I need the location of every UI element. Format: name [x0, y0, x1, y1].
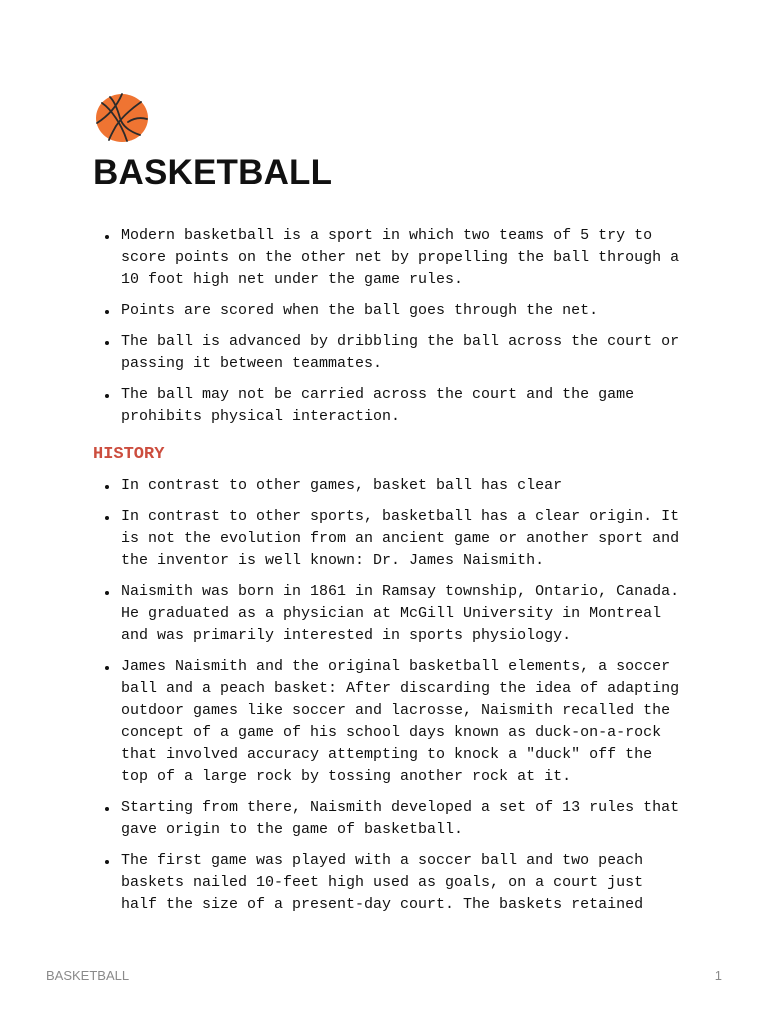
list-item: Modern basketball is a sport in which two teams of 5 try to score points on the other net by propelling the ball through a 10 foot high net under the game rules.: [121, 225, 681, 291]
list-item: The ball is advanced by dribbling the ball across the court or passing it between teammates.: [121, 331, 681, 375]
list-item: In contrast to other sports, basketball has a clear origin. It is not the evolution from an ancient game or another sport and the inventor is well known: Dr. James Naismith.: [121, 506, 681, 572]
document-title: BASKETBALL: [93, 153, 333, 192]
list-item: The ball may not be carried across the court and the game prohibits physical interaction.: [121, 384, 681, 428]
history-list: [121, 475, 681, 925]
list-item: Naismith was born in 1861 in Ramsay township, Ontario, Canada. He graduated as a physician at McGill University in Montreal and was primarily interested in sports physiology.: [121, 581, 681, 647]
list-item: In contrast to other games, basket ball has clear: [121, 475, 681, 497]
list-item: The first game was played with a soccer ball and two peach baskets nailed 10-feet high used as goals, on a court just half the size of a present-day court. The baskets retained: [121, 850, 681, 916]
page-number: 1: [714, 968, 722, 983]
list-item: Points are scored when the ball goes through the net.: [121, 300, 681, 322]
intro-list: [121, 225, 681, 437]
history-heading: HISTORY: [93, 445, 165, 464]
basketball-icon: [94, 92, 150, 144]
footer-title: BASKETBALL: [46, 968, 130, 983]
list-item: James Naismith and the original basketball elements, a soccer ball and a peach basket: After discarding the idea of adapting outdoor games like soccer and lacrosse, Naismith recalled the concept of a game of his school days known as duck-on-a-rock that involved accuracy attempting to knock a "duck" off the top of a large rock by tossing another rock at it.: [121, 656, 681, 788]
list-item: Starting from there, Naismith developed a set of 13 rules that gave origin to the game of basketball.: [121, 797, 681, 841]
